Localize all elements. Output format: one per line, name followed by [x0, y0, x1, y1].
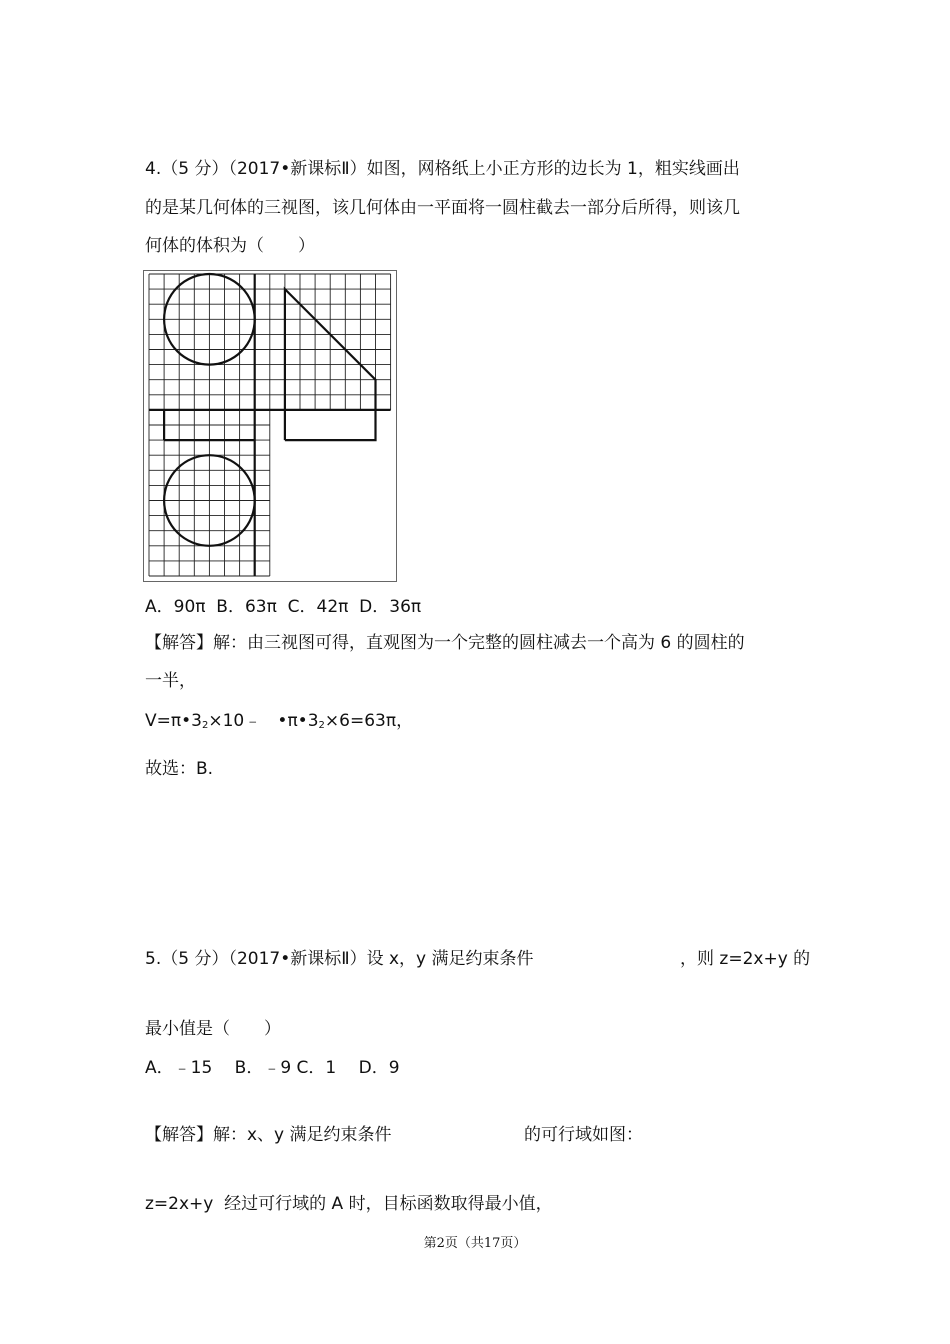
- q5-options: A．﹣15 B．﹣9 C．1 D．9: [145, 1058, 400, 1078]
- formula-superscript-2: 2: [318, 720, 325, 731]
- q4-choice: 故选：B.: [145, 759, 214, 779]
- q5-answer-line1b: 的可行域如图：: [524, 1125, 643, 1145]
- q5-stem-line1b: ，则 z=2x+y 的: [680, 949, 811, 969]
- q4-options: A．90π B．63π C．42π D．36π: [145, 597, 422, 617]
- formula-part-c: ×6=63π，: [324, 711, 414, 731]
- formula-part-a: V=π•3: [145, 711, 202, 731]
- three-view-figure: [143, 270, 397, 582]
- q5-stem-line2: 最小值是（ ）: [145, 1019, 281, 1039]
- q4-answer-line1: 【解答】解：由三视图可得，直观图为一个完整的圆柱减去一个高为 6 的圆柱的: [145, 633, 745, 653]
- q5-stem-line1a: 5.（5 分）（2017•新课标Ⅱ）设 x，y 满足约束条件: [145, 949, 534, 969]
- formula-superscript-1: 2: [201, 720, 209, 731]
- q5-answer-line1a: 【解答】解：x、y 满足约束条件: [145, 1125, 392, 1145]
- q4-stem-line3: 何体的体积为（ ）: [145, 236, 315, 256]
- page-footer: 第2页（共17页）: [423, 1236, 527, 1251]
- q4-stem-line2: 的是某几何体的三视图，该几何体由一平面将一圆柱截去一部分后所得，则该几: [145, 198, 740, 218]
- q4-stem-line1: 4.（5 分）（2017•新课标Ⅱ）如图，网格纸上小正方形的边长为 1，粗实线画出: [145, 159, 740, 179]
- q4-formula: [145, 710, 413, 737]
- q4-answer-line2: 一半，: [145, 671, 196, 691]
- formula-part-b: ×10﹣ •π•3: [208, 711, 319, 731]
- q5-answer-line3: z=2x+y 经过可行域的 A 时，目标函数取得最小值，: [145, 1194, 553, 1214]
